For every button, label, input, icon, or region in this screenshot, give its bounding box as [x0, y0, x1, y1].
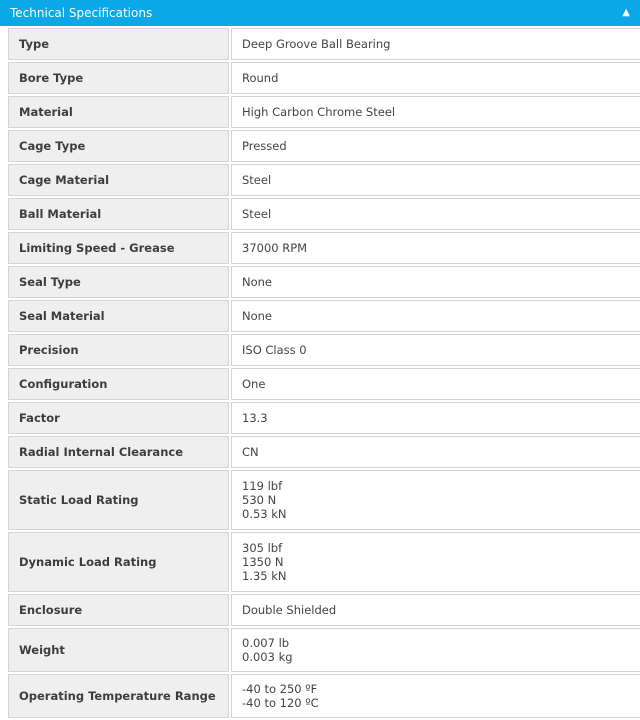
spec-value-line: CN	[242, 445, 259, 459]
spec-value-line: One	[242, 377, 266, 391]
spec-table	[6, 26, 640, 720]
spec-value	[231, 368, 640, 400]
spec-value-line: 1350 N	[242, 555, 284, 569]
spec-value	[231, 674, 640, 718]
spec-label: Material	[8, 96, 229, 128]
spec-value	[231, 28, 640, 60]
spec-value	[231, 266, 640, 298]
spec-label: Ball Material	[8, 198, 229, 230]
spec-label: Configuration	[8, 368, 229, 400]
spec-label: Cage Type	[8, 130, 229, 162]
spec-row	[8, 266, 640, 298]
spec-value	[231, 232, 640, 264]
spec-row	[8, 300, 640, 332]
spec-label: Enclosure	[8, 594, 229, 626]
spec-value-line: ISO Class 0	[242, 343, 307, 357]
spec-label: Bore Type	[8, 62, 229, 94]
spec-value-line: 530 N	[242, 493, 277, 507]
spec-row	[8, 436, 640, 468]
spec-value	[231, 402, 640, 434]
spec-value-line: 1.35 kN	[242, 569, 287, 583]
spec-value-line: 119 lbf	[242, 479, 283, 493]
spec-label: Radial Internal Clearance	[8, 436, 229, 468]
spec-value-line: -40 to 250 ºF	[242, 682, 318, 696]
spec-value-line: 0.007 lb	[242, 636, 290, 650]
spec-value-line: 305 lbf	[242, 541, 283, 555]
spec-label: Operating Temperature Range	[8, 674, 229, 718]
spec-row	[8, 532, 640, 592]
spec-value	[231, 470, 640, 530]
spec-table-container	[0, 26, 640, 720]
spec-row	[8, 164, 640, 196]
spec-value	[231, 96, 640, 128]
spec-value	[231, 594, 640, 626]
spec-label: Limiting Speed - Grease	[8, 232, 229, 264]
spec-row	[8, 628, 640, 672]
spec-value	[231, 532, 640, 592]
spec-value	[231, 62, 640, 94]
spec-value-line: 0.003 kg	[242, 650, 293, 664]
spec-row	[8, 674, 640, 718]
spec-row	[8, 594, 640, 626]
spec-value	[231, 334, 640, 366]
spec-value	[231, 300, 640, 332]
spec-value	[231, 198, 640, 230]
spec-value-line: 0.53 kN	[242, 507, 287, 521]
spec-value-line: Round	[242, 71, 279, 85]
spec-value-line: None	[242, 309, 273, 323]
spec-value	[231, 130, 640, 162]
spec-row	[8, 96, 640, 128]
spec-label: Dynamic Load Rating	[8, 532, 229, 592]
spec-label: Seal Material	[8, 300, 229, 332]
spec-row	[8, 232, 640, 264]
spec-row	[8, 470, 640, 530]
spec-row	[8, 28, 640, 60]
spec-row	[8, 368, 640, 400]
spec-label: Precision	[8, 334, 229, 366]
spec-row	[8, 130, 640, 162]
spec-label: Type	[8, 28, 229, 60]
spec-value	[231, 164, 640, 196]
spec-value-line: 13.3	[242, 411, 268, 425]
spec-row	[8, 402, 640, 434]
spec-label: Seal Type	[8, 266, 229, 298]
spec-label: Static Load Rating	[8, 470, 229, 530]
spec-label: Weight	[8, 628, 229, 672]
spec-label: Factor	[8, 402, 229, 434]
spec-value-line: Steel	[242, 173, 272, 187]
spec-value	[231, 628, 640, 672]
spec-row	[8, 62, 640, 94]
spec-value	[231, 436, 640, 468]
spec-value-line: None	[242, 275, 273, 289]
collapse-arrow-icon[interactable]: ▲	[622, 7, 630, 18]
spec-value-line: Pressed	[242, 139, 287, 153]
panel-title: Technical Specifications	[10, 6, 153, 20]
spec-value-line: 37000 RPM	[242, 241, 308, 255]
spec-value-line: Double Shielded	[242, 603, 337, 617]
spec-label: Cage Material	[8, 164, 229, 196]
spec-value-line: High Carbon Chrome Steel	[242, 105, 396, 119]
spec-row	[8, 334, 640, 366]
spec-value-line: Deep Groove Ball Bearing	[242, 37, 391, 51]
spec-value-line: Steel	[242, 207, 272, 221]
spec-panel-header[interactable]	[0, 0, 640, 26]
spec-value-line: -40 to 120 ºC	[242, 696, 319, 710]
spec-row	[8, 198, 640, 230]
